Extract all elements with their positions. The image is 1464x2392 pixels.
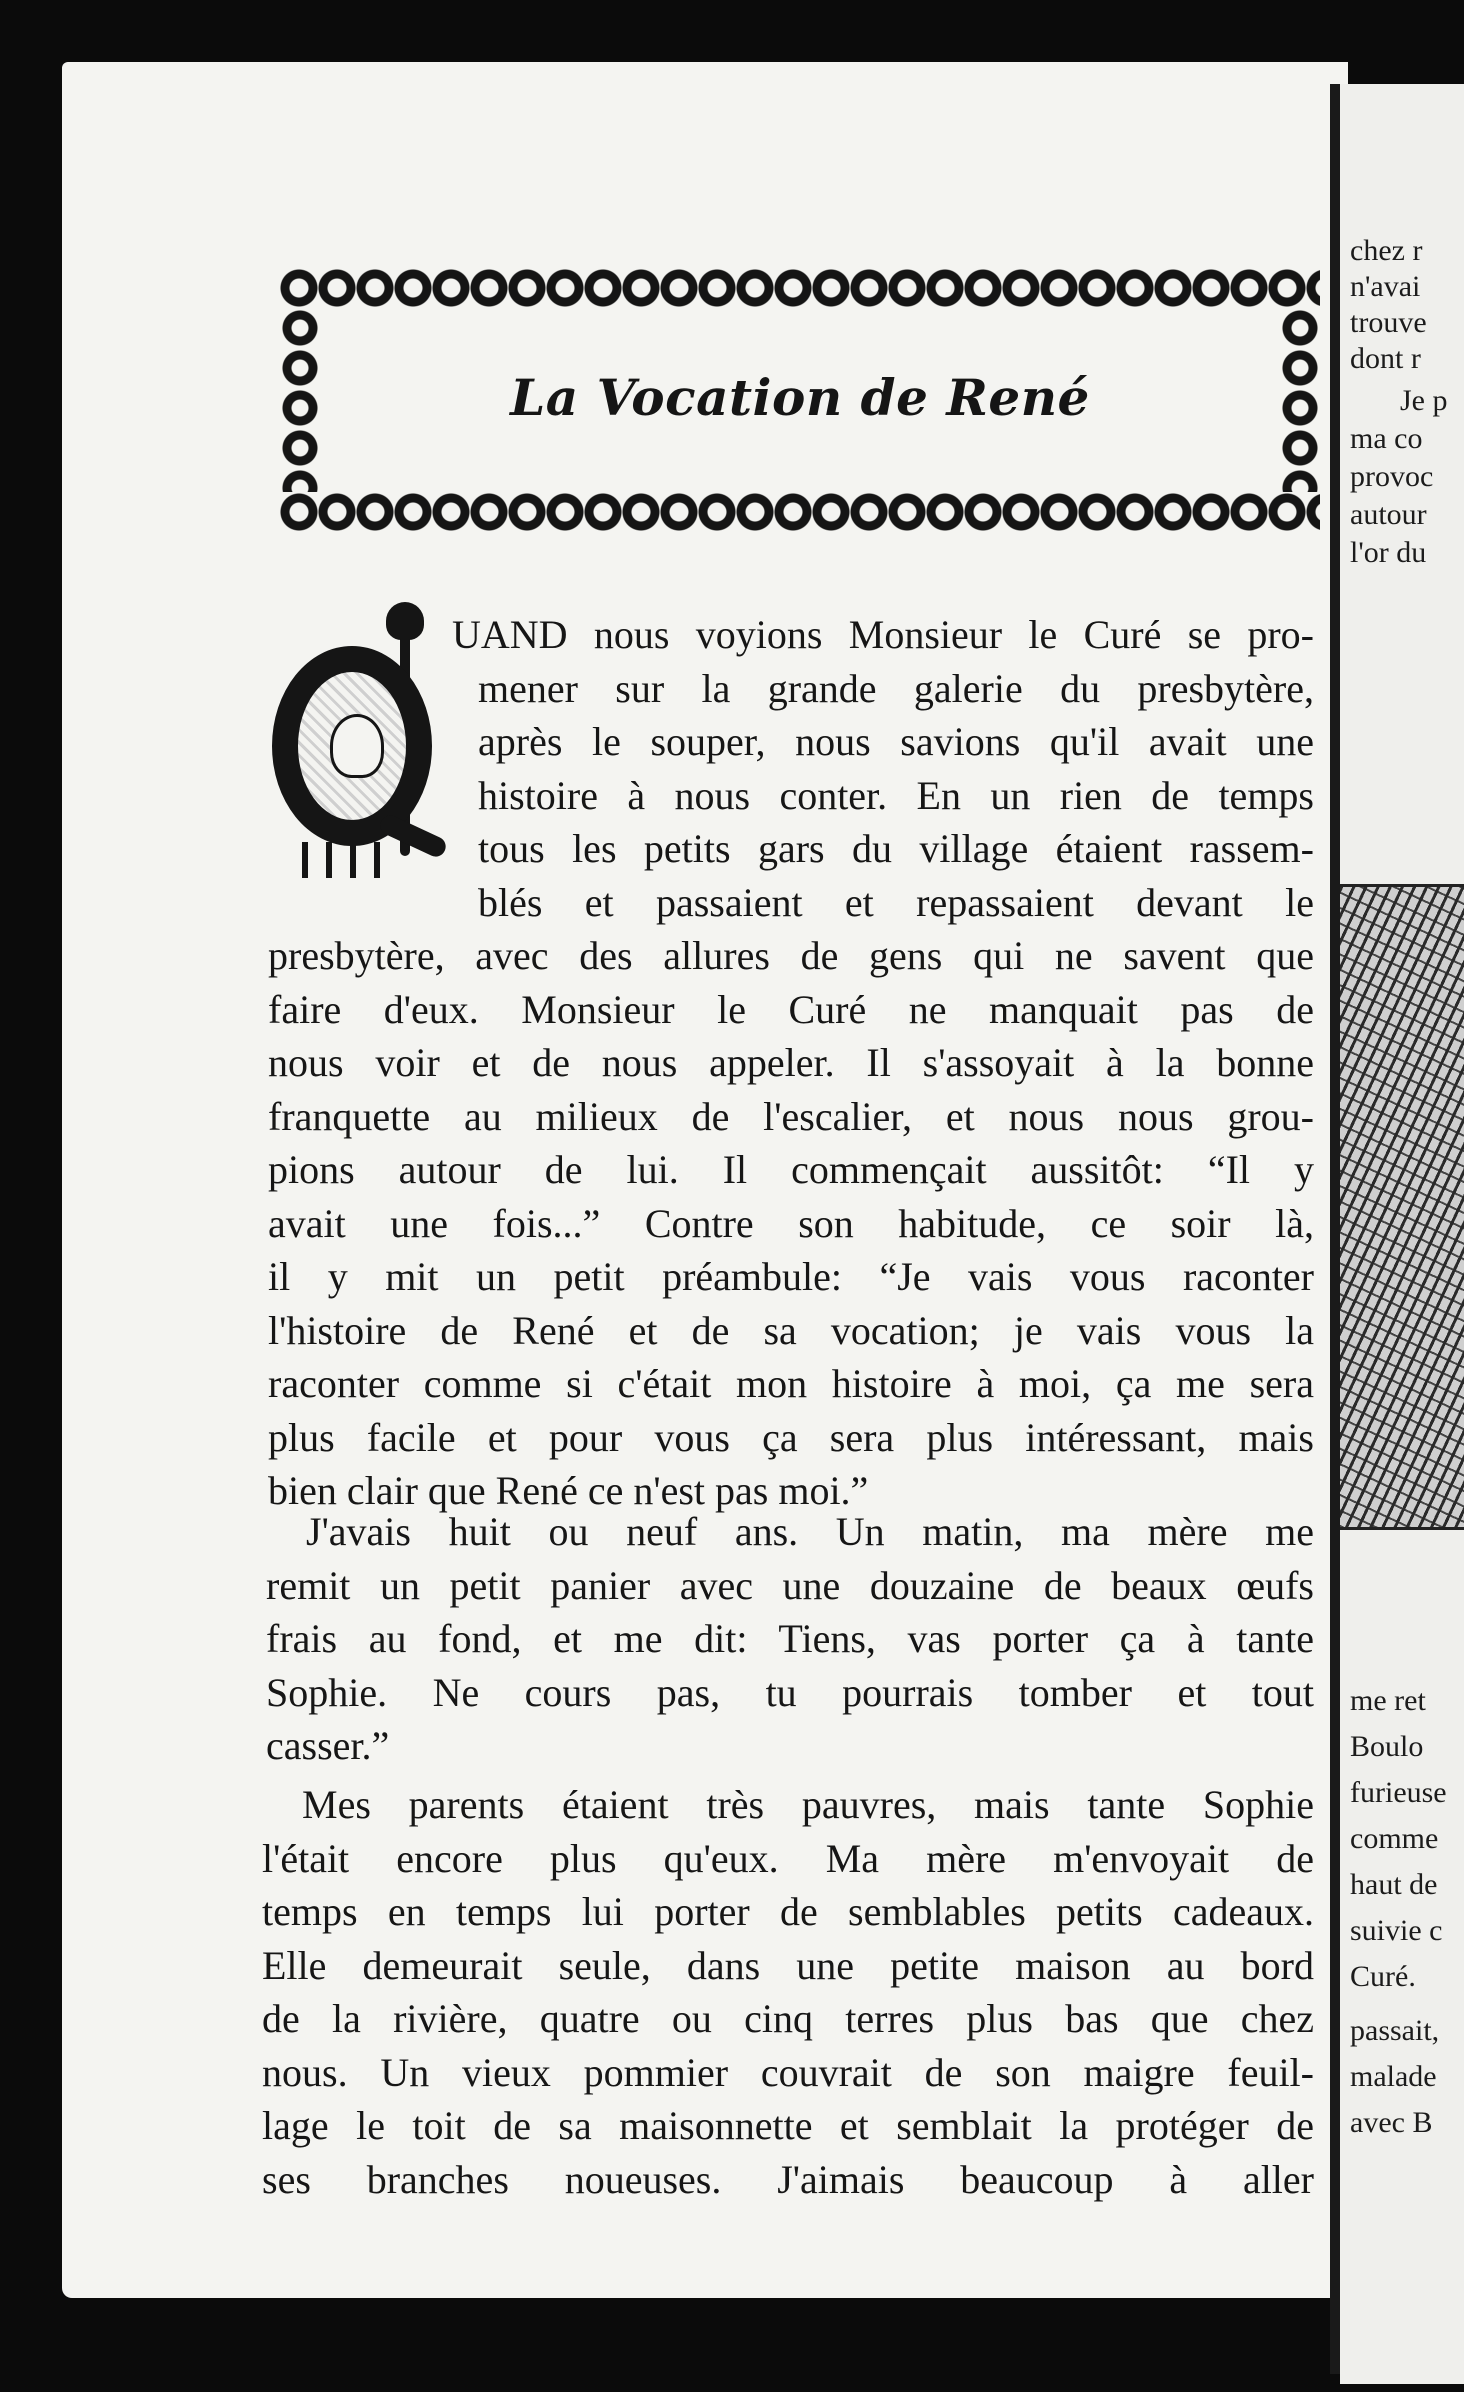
text-line: blés et passaient et repassaient devant le xyxy=(478,879,1314,925)
paragraph-1-intro xyxy=(452,608,1314,929)
text-line: mener sur la grande galerie du presbytère, xyxy=(478,665,1314,711)
facing-line: me ret xyxy=(1350,1684,1426,1717)
text-line: avait une fois...” Contre son habitude, ce soir là, xyxy=(268,1200,1314,1246)
text-line: faire d'eux. Monsieur le Curé ne manquait pas de xyxy=(268,986,1314,1032)
text-line: franquette au milieux de l'escalier, et nous nous grou- xyxy=(268,1093,1314,1139)
facing-line: passait, xyxy=(1350,2014,1440,2047)
facing-line: haut de xyxy=(1350,1868,1438,1901)
text-line: remit un petit panier avec une douzaine de beaux œufs xyxy=(266,1562,1314,1608)
facing-line: ma co xyxy=(1350,422,1423,455)
text-line: plus facile et pour vous ça sera plus intéressant, mais xyxy=(268,1414,1314,1460)
ornament-band-bottom xyxy=(280,492,1320,532)
text-line: nous voir et de nous appeler. Il s'assoyait à la bonne xyxy=(268,1040,1314,1085)
facing-line: provoc xyxy=(1350,460,1434,493)
text-line: frais au fond, et me dit: Tiens, vas porter ça à tante xyxy=(266,1616,1314,1661)
facing-line: n'avai xyxy=(1350,270,1421,303)
text-line: après le souper, nous savions qu'il avait une xyxy=(478,719,1314,764)
facing-line: suivie c xyxy=(1350,1914,1443,1947)
text-line: lage le toit de sa maisonnette et semblait la protéger de xyxy=(262,2103,1314,2148)
facing-line: Je p xyxy=(1400,384,1448,417)
facing-line: furieuse xyxy=(1350,1776,1447,1809)
text-line: J'avais huit ou neuf ans. Un matin, ma mère me xyxy=(306,1509,1314,1554)
drop-cap-q-icon xyxy=(268,606,448,878)
lotus-flower-icon xyxy=(330,714,384,778)
chapter-title: La Vocation de René xyxy=(510,368,1090,427)
title-ornament-frame xyxy=(280,268,1320,532)
paragraph-3 xyxy=(262,1778,1314,2206)
paragraph-2 xyxy=(266,1505,1314,1773)
facing-line: Boulo xyxy=(1350,1730,1424,1763)
text-line: Mes parents étaient très pauvres, mais tante Sophie xyxy=(302,1782,1314,1827)
text-line: temps en temps lui porter de semblables petits cadeaux. xyxy=(262,1889,1314,1934)
ornament-band-left xyxy=(280,308,320,492)
text-line: tous les petits gars du village étaient rassem- xyxy=(478,826,1314,871)
facing-line: Curé. xyxy=(1350,1960,1416,1993)
text-line: ses branches noueuses. J'aimais beaucoup à aller xyxy=(262,2156,1314,2202)
text-line: pions autour de lui. Il commençait aussitôt: “Il y xyxy=(268,1147,1314,1192)
facing-line: autour xyxy=(1350,498,1427,531)
facing-line: malade xyxy=(1350,2060,1437,2093)
paragraph-1 xyxy=(268,929,1314,1518)
text-line: de la rivière, quatre ou cinq terres plus bas que chez xyxy=(262,1996,1314,2041)
ornament-band-top xyxy=(280,268,1320,308)
facing-line: trouve xyxy=(1350,306,1427,339)
facing-line: l'or du xyxy=(1350,536,1427,569)
facing-line: avec B xyxy=(1350,2106,1433,2139)
text-line: bien clair que René ce n'est pas moi.” xyxy=(268,1468,869,1513)
text-line: UAND nous voyions Monsieur le Curé se pro- xyxy=(452,612,1314,657)
lotus-bud-icon xyxy=(386,602,424,640)
text-line: l'histoire de René et de sa vocation; je vais vous la xyxy=(268,1307,1314,1353)
drop-cap-base xyxy=(302,842,398,878)
text-line: il y mit un petit préambule: “Je vais vous raconter xyxy=(268,1254,1314,1299)
text-line: histoire à nous conter. En un rien de temps xyxy=(478,772,1314,818)
text-line: raconter comme si c'était mon histoire à moi, ça me sera xyxy=(268,1361,1314,1406)
text-line: nous. Un vieux pommier couvrait de son maigre feuil- xyxy=(262,2049,1314,2095)
text-line: l'était encore plus qu'eux. Ma mère m'envoyait de xyxy=(262,1835,1314,1881)
facing-line: chez r xyxy=(1350,234,1423,267)
text-line: presbytère, avec des allures de gens qui ne savent que xyxy=(268,933,1314,978)
facing-page xyxy=(1340,84,1464,2384)
text-line: Elle demeurait seule, dans une petite maison au bord xyxy=(262,1942,1314,1988)
facing-illustration xyxy=(1340,884,1464,1530)
facing-line: comme xyxy=(1350,1822,1439,1855)
ornament-band-right xyxy=(1280,308,1320,492)
drop-cap-letter xyxy=(268,606,269,607)
text-line: Sophie. Ne cours pas, tu pourrais tomber et tout xyxy=(266,1669,1314,1715)
text-line: casser.” xyxy=(266,1723,390,1768)
facing-line: dont r xyxy=(1350,342,1421,375)
